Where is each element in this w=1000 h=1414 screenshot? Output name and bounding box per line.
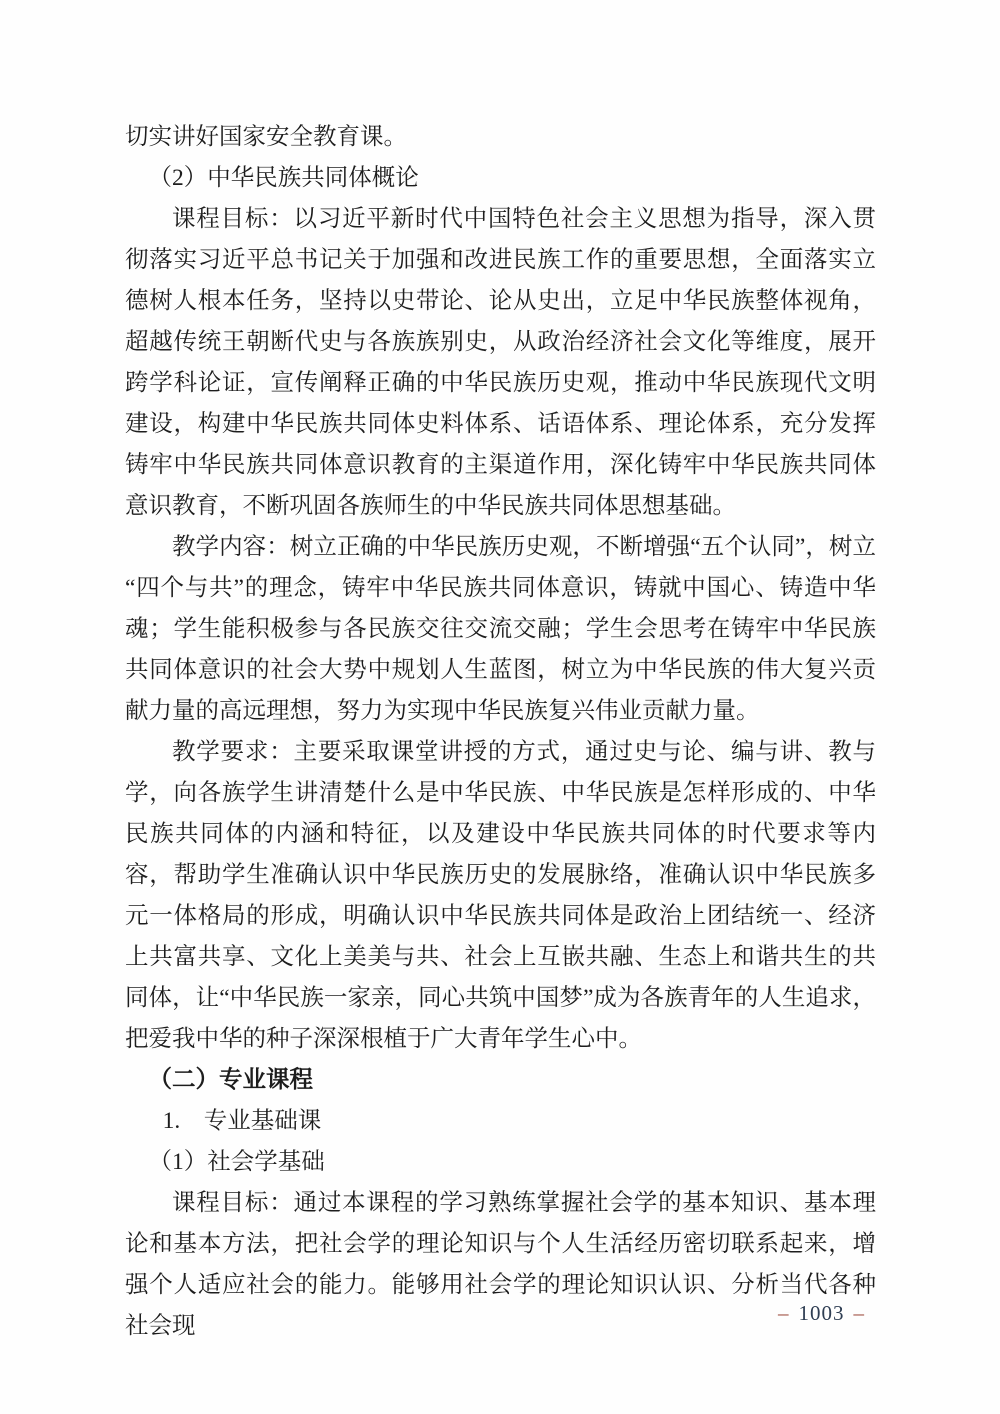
page-number-dash-right: –	[853, 1301, 865, 1325]
paragraph-item-1-heading: （1）社会学基础	[148, 1149, 325, 1175]
paragraph-subsection-1: 1. 专业基础课	[162, 1108, 322, 1134]
page-number: 1003	[798, 1301, 845, 1325]
page-number-footer	[778, 1301, 865, 1325]
paragraph-course-objective-1: 课程目标：以习近平新时代中国特色社会主义思想为指导，深入贯彻落实习近平总书记关于加强和改进民族工作的重要思想，全面落实立德树人根本任务，坚持以史带论、论从史出，立足中华民族整体视角，超越传统王朝断代史与各族族别史，从政治经济社会文化等维度，展开跨学科论证，宣传阐释正确的中华民族历史观，推动中华民族现代文明建设，构建中华民族共同体史料体系、话语体系、理论体系，充分发挥铸牢中华民族共同体意识教育的主渠道作用，深化铸牢中华民族共同体意识教育，不断巩固各族师生的中华民族共同体思想基础。	[125, 206, 876, 519]
page-number-dash-left: –	[778, 1301, 790, 1325]
paragraph-item-2-heading: （2）中华民族共同体概论	[148, 165, 419, 191]
paragraph-teaching-content: 教学内容：树立正确的中华民族历史观，不断增强“五个认同”，树立“四个与共”的理念，铸牢中华民族共同体意识，铸就中国心、铸造中华魂；学生能积极参与各民族交往交流交融；学生会思考在铸牢中华民族共同体意识的社会大势中规划人生蓝图，树立为中华民族的伟大复兴贡献力量的高远理想，努力为实现中华民族复兴伟业贡献力量。	[125, 534, 876, 724]
paragraph-continuation: 切实讲好国家安全教育课。	[125, 124, 407, 150]
document-text-block	[125, 117, 876, 1347]
paragraph-teaching-requirements: 教学要求：主要采取课堂讲授的方式，通过史与论、编与讲、教与学，向各族学生讲清楚什么是中华民族、中华民族是怎样形成的、中华民族共同体的内涵和特征，以及建设中华民族共同体的时代要求等内容，帮助学生准确认识中华民族历史的发展脉络，准确认识中华民族多元一体格局的形成，明确认识中华民族共同体是政治上团结统一、经济上共富共享、文化上美美与共、社会上互嵌共融、生态上和谐共生的共同体，让“中华民族一家亲，同心共筑中国梦”成为各族青年的人生追求，把爱我中华的种子深深根植于广大青年学生心中。	[125, 739, 876, 1052]
paragraph-section-heading-2: （二）专业课程	[148, 1067, 313, 1093]
paragraph-course-objective-2: 课程目标：通过本课程的学习熟练掌握社会学的基本知识、基本理论和基本方法，把社会学的理论知识与个人生活经历密切联系起来，增强个人适应社会的能力。能够用社会学的理论知识认识、分析当代各种社会现	[125, 1190, 876, 1339]
